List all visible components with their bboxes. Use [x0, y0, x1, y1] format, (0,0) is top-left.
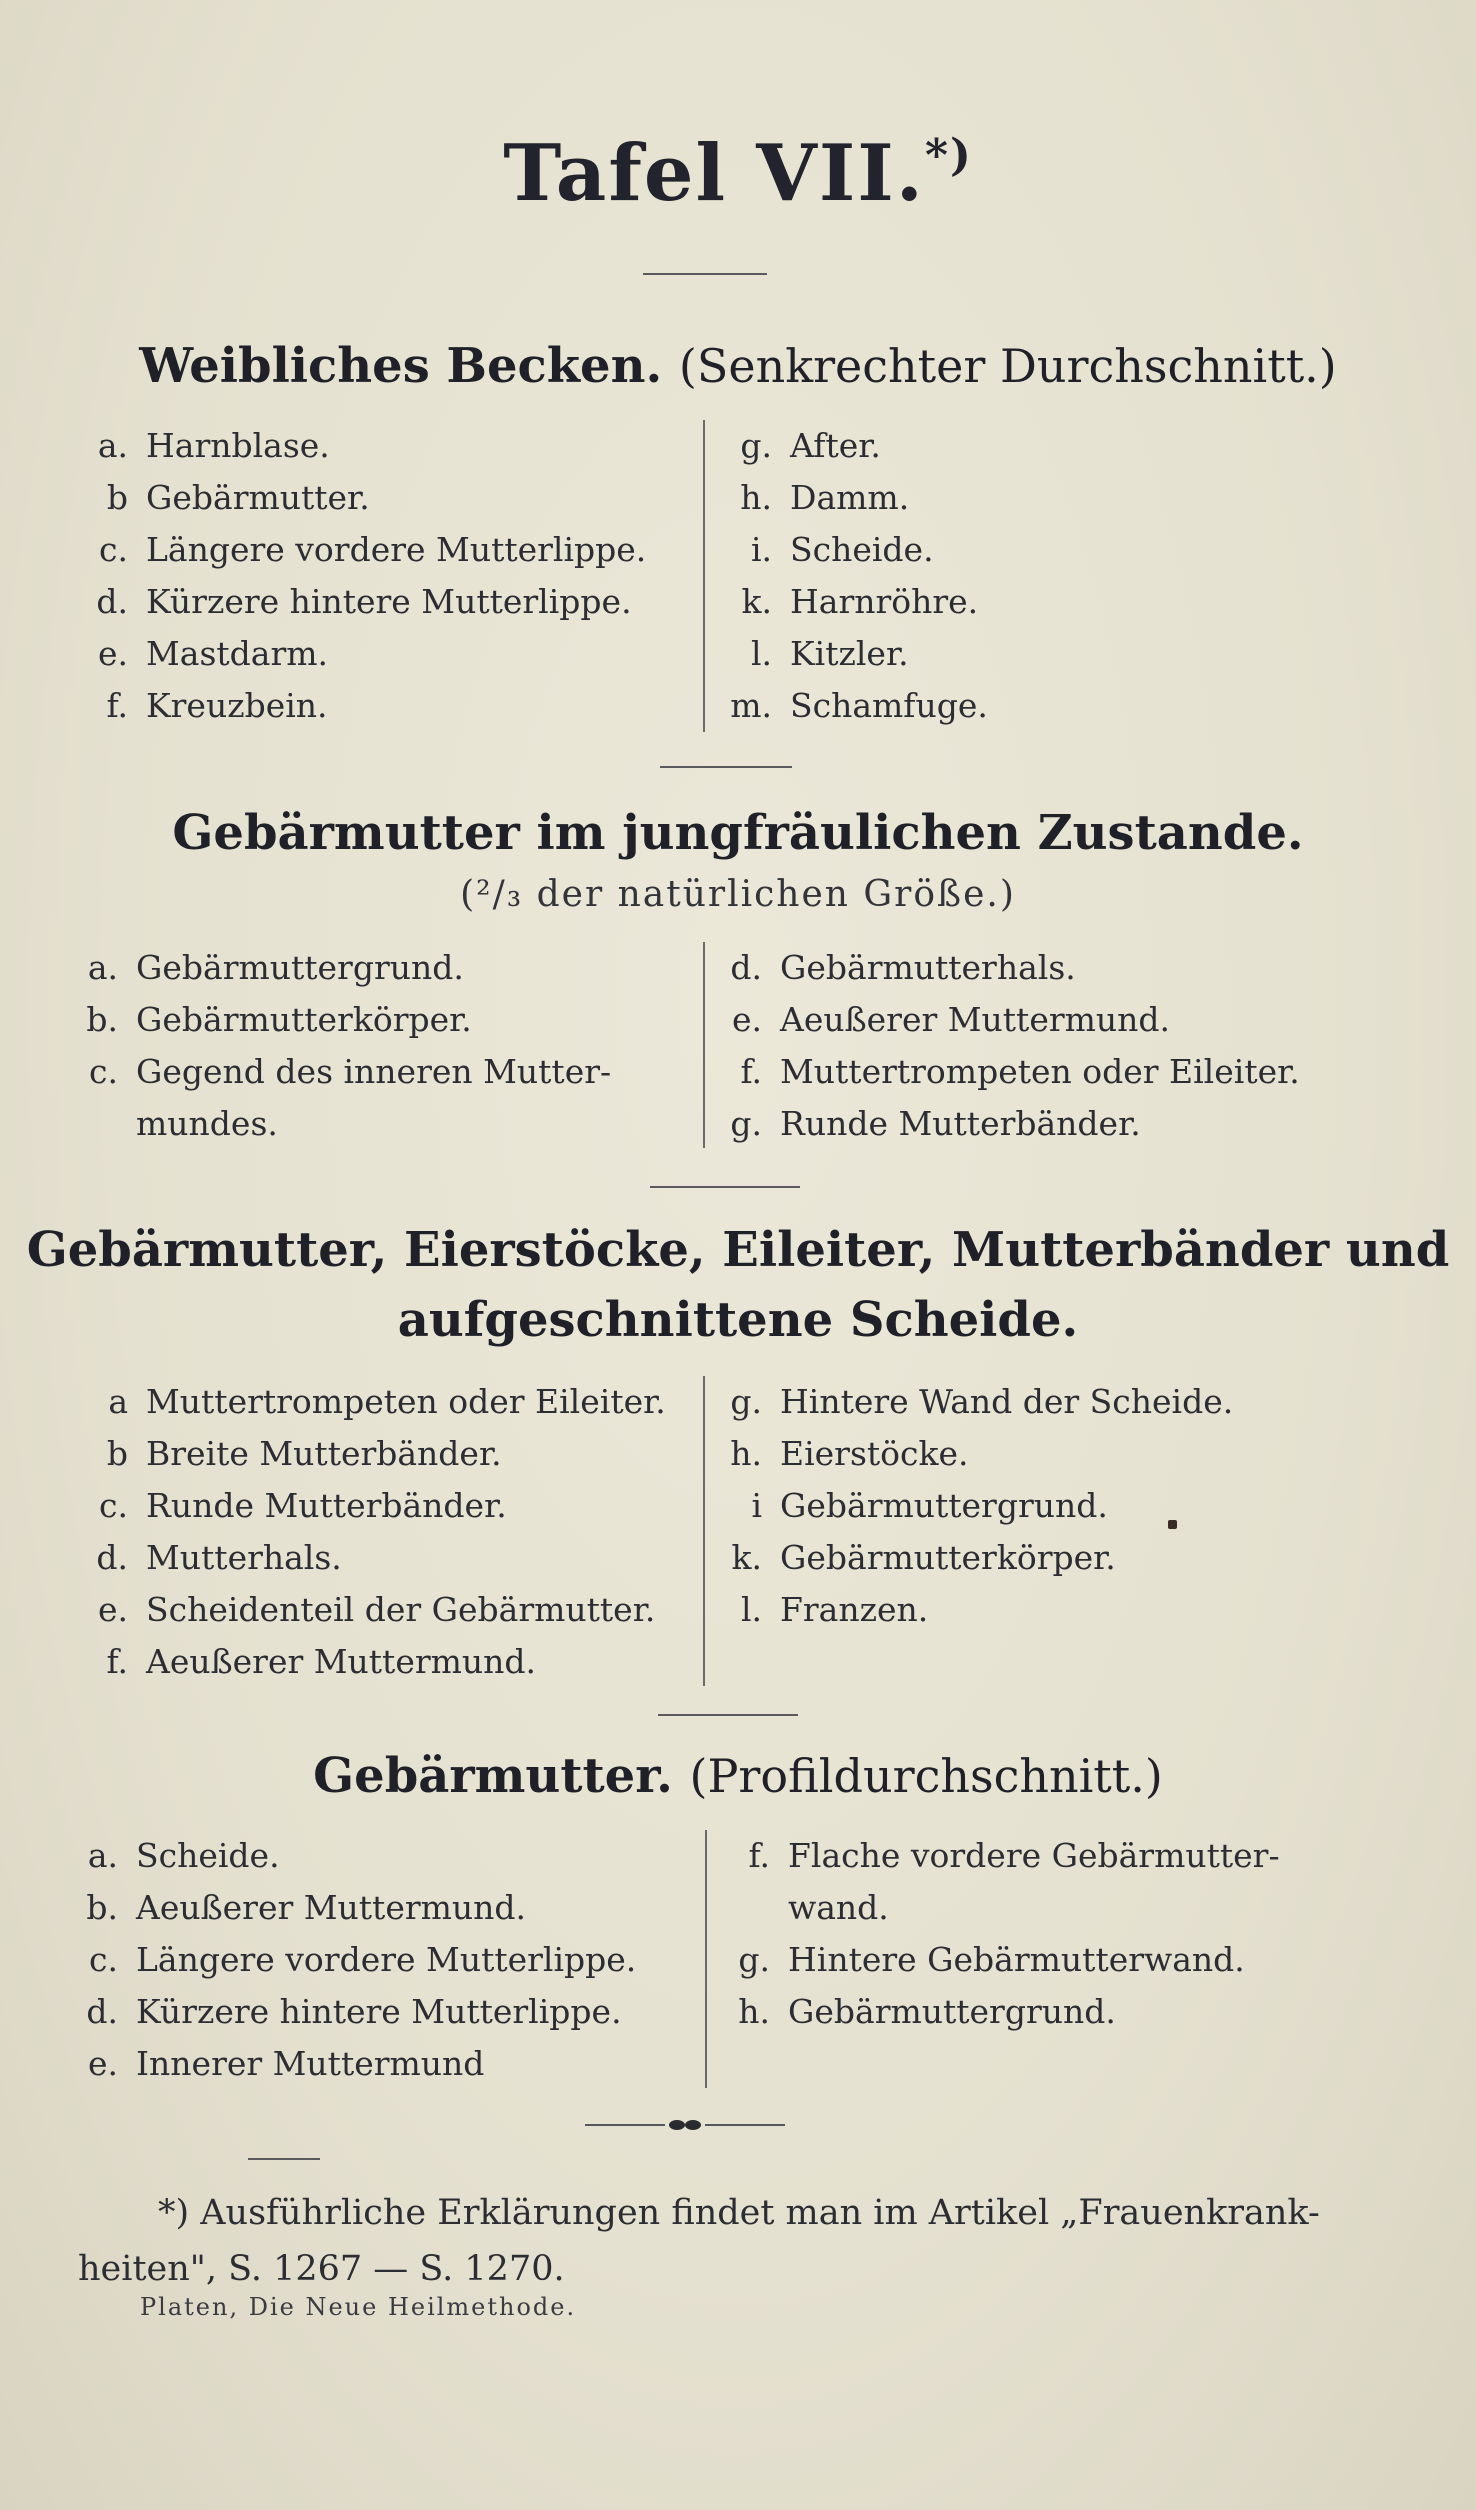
list-item: mundes.	[136, 1104, 278, 1143]
title-text: Tafel VII.	[503, 128, 925, 219]
list-item: g. Hintere Gebärmutterwand.	[738, 1940, 1245, 1979]
title-footnote-mark: *)	[924, 130, 973, 181]
section-1-heading-paren: (Senkrechter Durchschnitt.)	[678, 339, 1337, 393]
section-3-heading-text: Gebärmutter, Eierstöcke, Eileiter, Mutterbänder und	[26, 1222, 1450, 1278]
list-item: h. Eierstöcke.	[730, 1434, 969, 1473]
list-item: e. Innerer Muttermund	[87, 2044, 485, 2083]
section-3-left-column	[78, 1376, 666, 1688]
footnote-line-2: heiten", S. 1267 — S. 1270.	[78, 2249, 565, 2289]
list-item: wand.	[788, 1888, 889, 1927]
section-2-heading	[0, 805, 1476, 861]
list-item: g. Runde Mutterbänder.	[730, 1104, 1141, 1143]
section-4-heading	[0, 1748, 1476, 1804]
imprint: Platen, Die Neue Heilmethode.	[140, 2293, 577, 2321]
list-item: g. After.	[740, 426, 881, 465]
list-item: i. Scheide.	[750, 530, 934, 569]
list-item: a. Scheide.	[87, 1836, 280, 1875]
ink-speck	[1168, 1520, 1177, 1529]
section-4-heading-paren: (Profildurchschnitt.)	[689, 1749, 1163, 1803]
section-3-heading-text-2: aufgeschnittene Scheide.	[397, 1292, 1079, 1348]
list-item: g. Hintere Wand der Scheide.	[730, 1382, 1234, 1421]
list-item: d. Kürzere hintere Mutterlippe.	[86, 1992, 622, 2031]
list-item: f. Muttertrompeten oder Eileiter.	[740, 1052, 1300, 1091]
section-2-subheading	[0, 874, 1476, 915]
list-item: c. Gegend des inneren Mutter-	[89, 1052, 612, 1091]
footnote	[78, 2185, 1408, 2297]
title-divider	[643, 273, 767, 275]
list-item: c. Längere vordere Mutterlippe.	[89, 1940, 637, 1979]
list-item: h. Damm.	[740, 478, 910, 517]
list-item: d. Gebärmutterhals.	[730, 948, 1076, 987]
section-2-left-column	[68, 942, 611, 1150]
list-item: f. Aeußerer Muttermund.	[106, 1642, 537, 1681]
section-3-heading	[0, 1222, 1476, 1278]
list-item: e. Aeußerer Muttermund.	[731, 1000, 1171, 1039]
list-item: h. Gebärmuttergrund.	[738, 1992, 1116, 2031]
section-divider	[650, 1186, 800, 1188]
list-item: m. Schamfuge.	[730, 686, 988, 725]
section-1-heading	[0, 338, 1476, 394]
list-item: i Gebärmuttergrund.	[751, 1486, 1108, 1525]
section-2-subheading-text: (²/₃ der natürlichen Größe.)	[460, 874, 1016, 915]
list-item: c. Runde Mutterbänder.	[99, 1486, 507, 1525]
list-item: b. Gebärmutterkörper.	[86, 1000, 472, 1039]
list-item: b. Aeußerer Muttermund.	[86, 1888, 527, 1927]
section-4-right-column	[720, 1830, 1280, 2038]
page-title	[0, 128, 1476, 219]
section-2-right-column	[712, 942, 1300, 1150]
list-item: e. Scheidenteil der Gebärmutter.	[97, 1590, 656, 1629]
section-4-column-divider	[705, 1830, 707, 2088]
section-divider	[660, 766, 792, 768]
list-item: a. Gebärmuttergrund.	[87, 948, 464, 987]
list-item: a. Harnblase.	[97, 426, 330, 465]
section-1-right-column	[722, 420, 988, 732]
list-item: d. Kürzere hintere Mutterlippe.	[96, 582, 632, 621]
list-item: b Gebärmutter.	[106, 478, 370, 517]
list-item: b Breite Mutterbänder.	[106, 1434, 502, 1473]
section-3-heading-line-2	[0, 1292, 1476, 1348]
section-4-heading-text: Gebärmutter.	[313, 1748, 673, 1804]
section-divider	[658, 1714, 798, 1716]
section-1-left-column	[78, 420, 646, 732]
section-3-right-column	[712, 1376, 1233, 1636]
section-4-left-column	[68, 1830, 636, 2090]
list-item: l. Kitzler.	[750, 634, 909, 673]
footnote-rule	[248, 2158, 320, 2160]
footnote-line-1: *) Ausführliche Erklärungen findet man im Artikel „Frauenkrank-	[158, 2193, 1320, 2233]
section-1-heading-text: Weibliches Becken.	[139, 338, 663, 394]
list-item: k. Harnröhre.	[741, 582, 979, 621]
list-item: e. Mastdarm.	[97, 634, 329, 673]
list-item: d. Mutterhals.	[96, 1538, 342, 1577]
list-item: f. Flache vordere Gebärmutter-	[748, 1836, 1280, 1875]
section-2-heading-text: Gebärmutter im jungfräulichen Zustande.	[172, 805, 1304, 861]
list-item: k. Gebärmutterkörper.	[731, 1538, 1116, 1577]
list-item: l. Franzen.	[740, 1590, 929, 1629]
section-3-column-divider	[703, 1376, 705, 1686]
list-item: a Muttertrompeten oder Eileiter.	[108, 1382, 666, 1421]
list-item: f. Kreuzbein.	[106, 686, 328, 725]
ornament-divider	[585, 2118, 785, 2132]
section-2-column-divider	[703, 942, 705, 1148]
list-item: c. Längere vordere Mutterlippe.	[99, 530, 647, 569]
section-1-column-divider	[703, 420, 705, 732]
